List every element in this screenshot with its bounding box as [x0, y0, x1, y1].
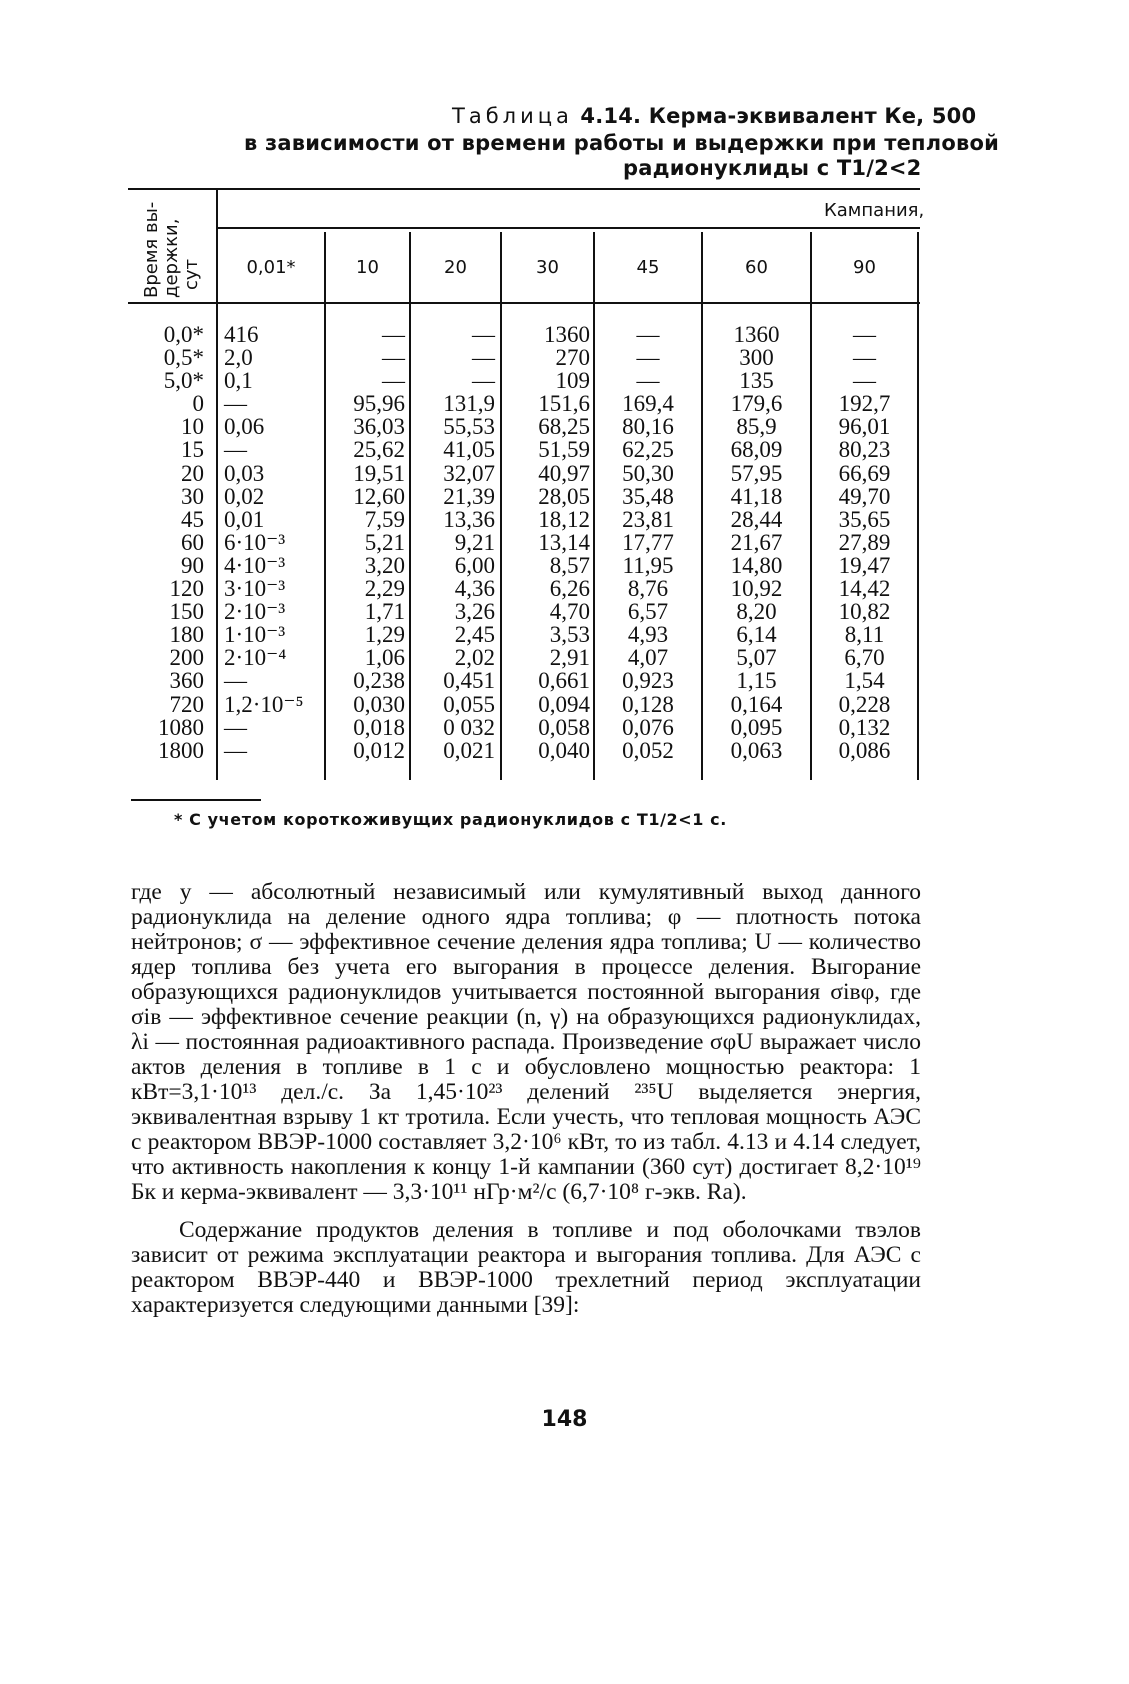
table-cell: 4,36	[454, 576, 495, 602]
table-cell: 96,01	[838, 414, 891, 440]
table-cell: 1,15	[736, 668, 777, 694]
table-cell: 8,11	[844, 622, 885, 648]
table-cell: 0,451	[443, 668, 495, 694]
table-caption-line3	[623, 156, 922, 180]
table-cell: 17,77	[622, 529, 674, 555]
table-cell: 2,45	[454, 622, 495, 648]
header-bottom-rule	[128, 302, 920, 304]
table-cell: 10,82	[838, 599, 891, 625]
table-cell: 5,0*	[163, 368, 204, 394]
table-cell: 35,48	[622, 483, 674, 509]
table-cell: 0,021	[443, 737, 495, 763]
table-cell: —	[224, 391, 247, 417]
table-cell: —	[636, 368, 660, 394]
table-cell: 0,238	[353, 668, 405, 694]
column-header: 10	[356, 257, 379, 278]
table-cell: 0,5*	[163, 345, 204, 371]
table-cell: —	[853, 322, 876, 347]
table-cell: 1,29	[364, 622, 405, 648]
table-cell: 7,59	[364, 506, 405, 532]
table-cell: 90	[181, 552, 204, 578]
row-header-line: сут	[181, 258, 202, 290]
paragraph-text: где y — абсолютный независимый или кумулятивный выход данного радионуклида на деление одного ядра топлива; φ — плотность потока нейтронов; σ — эффективное сечение деления ядра топлива; U — количество ядер топлива без учета его выгорания в процессе деления. Выгорание образующихся радионуклидов учитывается постоянной выгорания σiвφ, где σiв — эффективное сечение реакции (n, γ) на образующихся радионуклидах, λi — постоянная радиоактивного распада. Произведение σφU выражает число актов деления в топливе в 1 с и обусловлено мощностью реактора: 1 кВт=3,1·10¹³ дел./с. За 1,45·10²³ делений ²³⁵U выделяется энергия, эквивалентная взрыву 1 кт тротила. Если учесть, что тепловая мощность АЭС с реактором ВВЭР-1000 составляет 3,2·10⁶ кВт, то из табл. 4.13 и 4.14 следует, что активность накопления к концу 1-й кампании (360 сут) достигает 8,2·10¹⁹ Бк и керма-эквивалент — 3,3·10¹¹ нГр·м²/с (6,7·10⁸ г-экв. Ra).	[131, 879, 921, 1205]
column-header: 45	[636, 257, 660, 278]
table-cell: 0,040	[538, 737, 590, 763]
table-cell: 11,95	[622, 552, 674, 578]
data-column	[411, 323, 495, 762]
table-caption-label: Таблица	[452, 104, 573, 128]
table-cell: 150	[169, 599, 204, 625]
table-top-rule	[128, 188, 920, 190]
body-paragraph-2	[131, 1218, 921, 1318]
table-cell: 0,058	[538, 714, 590, 740]
table-cell: 3,20	[364, 552, 405, 578]
table-cell: 131,9	[443, 391, 495, 417]
footnote: * С учетом короткоживущих радионуклидов с T1/2<1 с.	[174, 810, 727, 829]
row-labels-column	[112, 323, 204, 762]
row-header-line: держки,	[161, 218, 182, 298]
table-cell: 60	[181, 529, 204, 555]
table-cell: 109	[555, 368, 590, 394]
table-cell: 0,923	[622, 668, 674, 694]
table-cell: 19,47	[838, 552, 891, 578]
table-cell: 27,89	[838, 529, 891, 555]
data-column	[224, 323, 322, 762]
table-cell: 13,36	[443, 506, 495, 532]
table-cell: 0,055	[443, 691, 495, 717]
table-cell: 0,018	[353, 714, 405, 740]
table-cell: —	[472, 322, 495, 347]
table-cell: 55,53	[443, 414, 495, 440]
table-caption-line2: в зависимости от времени работы и выдержки при тепловой	[244, 131, 1000, 155]
column-header: 60	[745, 257, 768, 278]
table-cell: 0,164	[730, 691, 783, 717]
table-cell: 2,91	[549, 645, 590, 671]
row-header	[137, 200, 237, 300]
table-cell: 180	[169, 622, 204, 648]
body-paragraph-1	[131, 880, 921, 1205]
table-cell: 8,76	[627, 576, 669, 602]
table-cell: 6,00	[454, 552, 495, 578]
data-column	[326, 323, 405, 762]
table-cell: —	[382, 322, 405, 347]
table-cell: 0,052	[622, 737, 674, 763]
table-cell: 85,9	[736, 414, 777, 440]
table-cell: 360	[169, 668, 204, 694]
table-cell: 30	[181, 483, 204, 509]
table-cell: —	[382, 368, 405, 394]
table-cell: 1,06	[364, 645, 405, 671]
table-cell: 41,05	[443, 437, 495, 463]
column-header: 30	[536, 257, 559, 278]
table-cell: 169,4	[622, 391, 674, 417]
table-cell: 1800	[158, 737, 204, 763]
table-cell: 0,228	[838, 691, 891, 717]
table-cell: 0,030	[353, 691, 405, 717]
data-column	[502, 323, 590, 762]
table-cell: 1080	[158, 714, 204, 740]
paragraph-text: Содержание продуктов деления в топливе и под оболочками твэлов зависит от режима эксплуатации реактора и выгорания топлива. Для АЭС с реактором ВВЭР-440 и ВВЭР-1000 трехлетний период эксплуатации характеризуется следующими данными [39]:	[131, 1217, 921, 1318]
table-cell: 19,51	[353, 460, 405, 486]
table-cell: 120	[169, 576, 204, 602]
table-cell: 5,07	[736, 645, 777, 671]
table-cell: 4,70	[549, 599, 590, 625]
campaign-rule	[218, 227, 920, 229]
table-cell: —	[382, 345, 405, 371]
campaign-header: Кампания,	[824, 200, 925, 221]
table-cell: 66,69	[838, 460, 891, 486]
table-cell: —	[636, 322, 660, 347]
table-cell: 36,03	[353, 414, 405, 440]
table-cell: 0,02	[224, 483, 265, 509]
table-cell: 2,0	[224, 345, 253, 371]
table-cell: 25,62	[353, 437, 405, 463]
table-cell: —	[224, 714, 247, 740]
table-cell: 0,06	[224, 414, 265, 440]
table-cell: 0 032	[443, 714, 495, 740]
table-cell: 0,0*	[163, 322, 204, 347]
table-cell: 20	[181, 460, 204, 486]
table-cell: 720	[169, 691, 204, 717]
table-cell: 0,128	[622, 691, 674, 717]
table-cell: 1360	[544, 322, 590, 347]
footnote-rule	[131, 799, 261, 801]
table-cell: 3,26	[454, 599, 495, 625]
table-cell: 2·10⁻⁴	[224, 645, 287, 671]
table-cell: 10,92	[730, 576, 783, 602]
table-cell: —	[472, 368, 495, 394]
table-cell: 270	[555, 345, 590, 371]
table-cell: 40,97	[538, 460, 590, 486]
table-cell: 300	[739, 345, 774, 371]
table-cell: 4·10⁻³	[224, 552, 286, 578]
table-cell: 35,65	[838, 506, 891, 532]
table-cell: 18,12	[538, 506, 590, 532]
column-header: 20	[444, 257, 467, 278]
table-cell: 28,05	[538, 483, 590, 509]
table-cell: 1·10⁻³	[224, 622, 286, 648]
column-header: 90	[853, 257, 876, 278]
table-cell: 4,93	[627, 622, 669, 648]
table-cell: 12,60	[353, 483, 405, 509]
table-cell: 14,80	[730, 552, 783, 578]
table-cell: 14,42	[838, 576, 891, 602]
table-cell: 135	[739, 368, 774, 394]
table-cell: 3,53	[549, 622, 590, 648]
table-cell: 0,094	[538, 691, 590, 717]
table-cell: 28,44	[730, 506, 783, 532]
table-cell: 50,30	[622, 460, 674, 486]
table-cell: —	[224, 668, 247, 694]
table-cell: 0,012	[353, 737, 405, 763]
data-column	[812, 323, 917, 762]
table-cell: 10	[181, 414, 204, 440]
table-cell: 5,21	[364, 529, 405, 555]
table-cell: 8,57	[549, 552, 590, 578]
data-column	[595, 323, 701, 762]
column-header: 0,01*	[246, 257, 296, 278]
table-cell: —	[224, 737, 247, 763]
page-number: 148	[541, 1407, 588, 1432]
data-column	[703, 323, 810, 762]
table-cell: 80,23	[838, 437, 891, 463]
table-cell: 1,54	[844, 668, 885, 694]
table-cell: 0,086	[838, 737, 891, 763]
table-cell: 200	[169, 645, 204, 671]
table-cell: 9,21	[454, 529, 495, 555]
table-cell: 0,076	[622, 714, 674, 740]
table-cell: 6,70	[844, 645, 885, 671]
table-cell: 192,7	[838, 391, 891, 417]
table-cell: 3·10⁻³	[224, 576, 286, 602]
table-cell: —	[472, 345, 495, 371]
table-cell: —	[853, 345, 876, 371]
table-cell: 2,29	[364, 576, 405, 602]
table-cell: 0,661	[538, 668, 590, 694]
table-cell: 41,18	[730, 483, 783, 509]
table-cell: 51,59	[538, 437, 590, 463]
table-cell: 4,07	[627, 645, 669, 671]
table-caption-title: 4.14. Керма-эквивалент Ке, 500	[580, 104, 977, 128]
table-cell: 80,16	[622, 414, 674, 440]
table-cell: —	[224, 437, 247, 463]
table-cell: 0,095	[730, 714, 783, 740]
table-cell: 0	[192, 391, 204, 417]
table-cell: 8,20	[736, 599, 777, 625]
table-cell: 6,57	[627, 599, 669, 625]
table-cell: 1360	[733, 322, 780, 347]
row-header-line: Время вы-	[141, 201, 162, 298]
table-cell: 1,71	[364, 599, 405, 625]
table-cell: 6·10⁻³	[224, 529, 286, 555]
table-cell: 416	[224, 322, 259, 347]
column-separator	[917, 232, 919, 780]
table-cell: 23,81	[622, 506, 674, 532]
table-cell: 21,39	[443, 483, 495, 509]
table-cell: 21,67	[730, 529, 783, 555]
table-caption-line3-text: радионуклиды с T1/2<2	[623, 156, 922, 180]
table-cell: 15	[181, 437, 204, 463]
table-cell: —	[853, 368, 876, 394]
table-cell: 6,26	[549, 576, 590, 602]
table-cell: 6,14	[736, 622, 777, 648]
table-cell: 0,132	[838, 714, 891, 740]
table-cell: 151,6	[538, 391, 590, 417]
table-cell: 0,01	[224, 506, 265, 532]
table-cell: 1,2·10⁻⁵	[224, 691, 304, 717]
table-cell: 57,95	[730, 460, 783, 486]
table-cell: 0,1	[224, 368, 253, 394]
table-cell: 2·10⁻³	[224, 599, 286, 625]
table-cell: 62,25	[622, 437, 674, 463]
table-cell: 45	[181, 506, 204, 532]
table-cell: 49,70	[838, 483, 891, 509]
table-cell: 179,6	[730, 391, 783, 417]
table-cell: 0,063	[730, 737, 783, 763]
table-cell: 68,09	[730, 437, 783, 463]
table-cell: 68,25	[538, 414, 590, 440]
table-caption-line1	[452, 104, 976, 128]
table-cell: 32,07	[443, 460, 495, 486]
table-cell: 2,02	[454, 645, 495, 671]
table-cell: 95,96	[353, 391, 405, 417]
table-cell: 0,03	[224, 460, 265, 486]
table-cell: —	[636, 345, 660, 371]
table-cell: 13,14	[538, 529, 590, 555]
